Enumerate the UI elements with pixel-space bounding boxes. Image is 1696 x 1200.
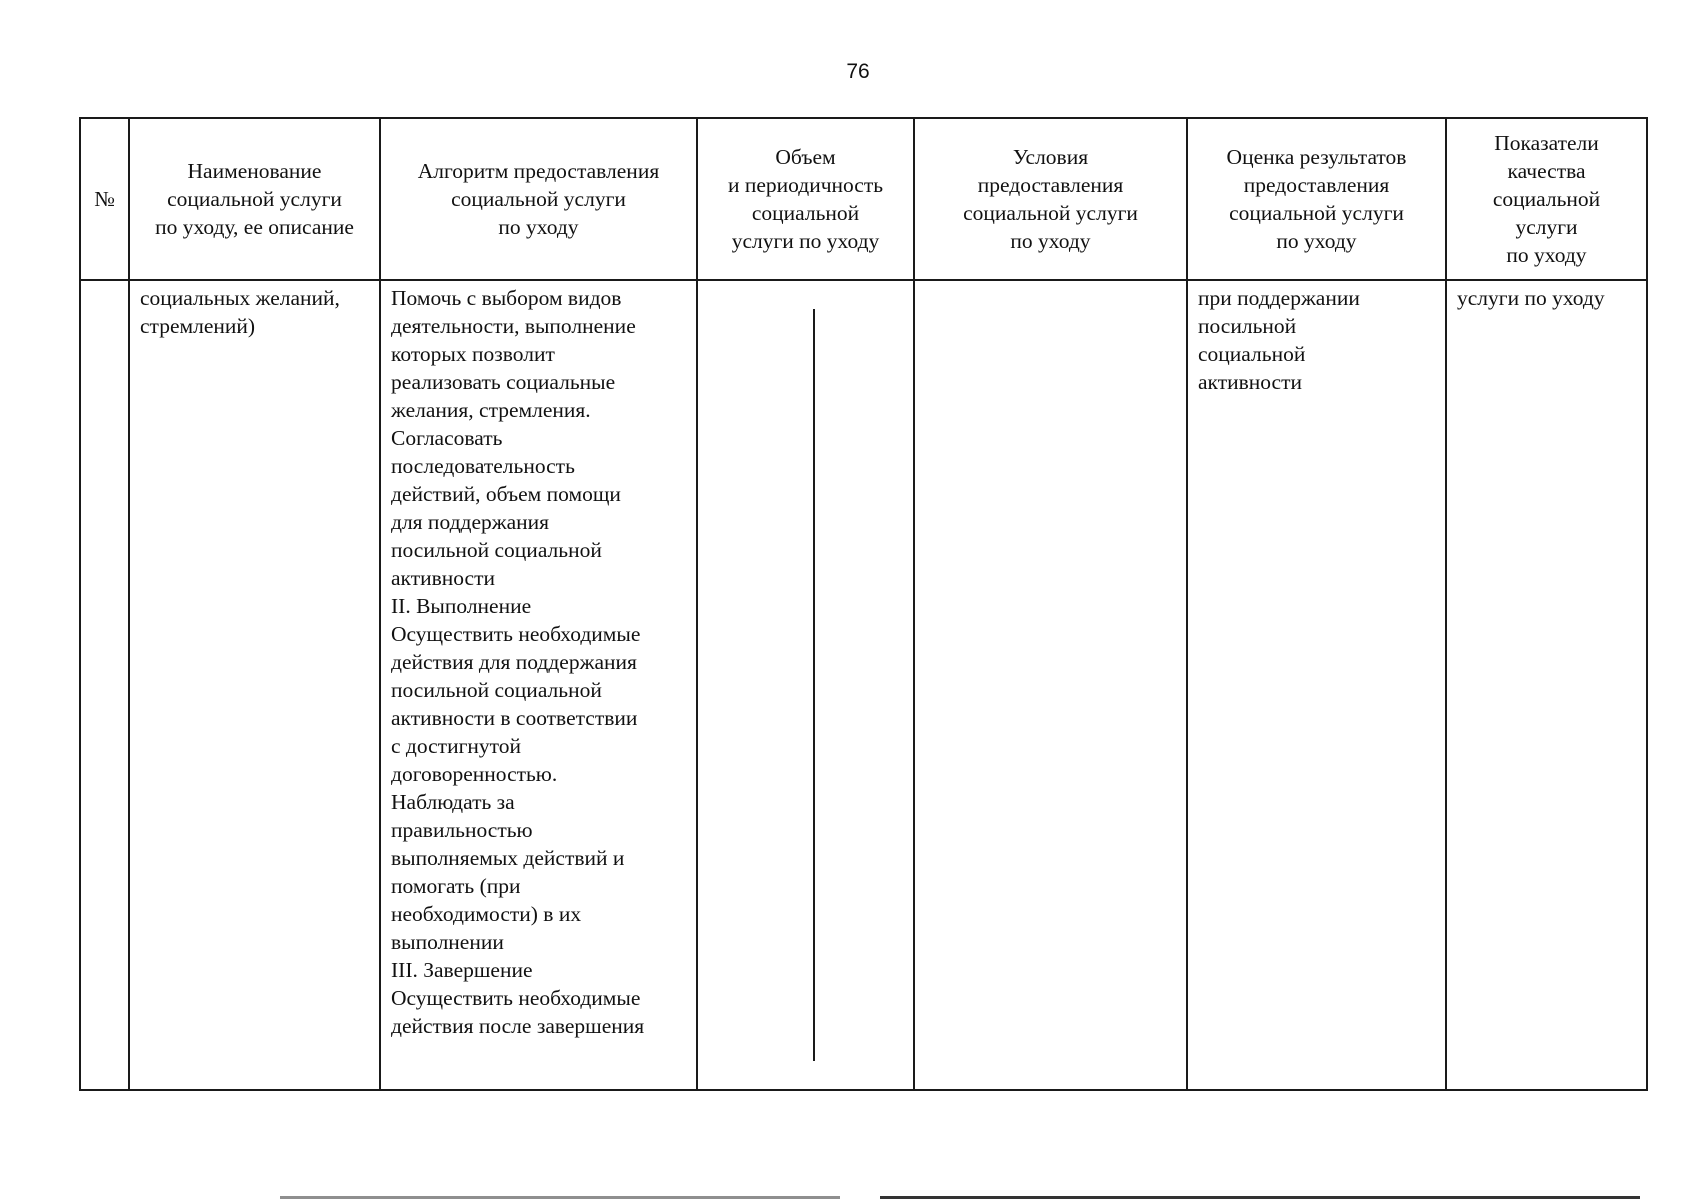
scan-edge-line-right <box>880 1196 1640 1199</box>
header-number: № <box>80 118 129 280</box>
header-algorithm: Алгоритм предоставления социальной услуги по уходу <box>380 118 697 280</box>
header-service-name: Наименование социальной услуги по уходу, ее описание <box>129 118 380 280</box>
cell-evaluation: при поддержании посильной социальной активности <box>1187 280 1446 1090</box>
cell-conditions <box>914 280 1187 1090</box>
table-header-row <box>80 118 1647 280</box>
page-number: 76 <box>846 60 870 83</box>
header-volume: Объем и периодичность социальной услуги по уходу <box>697 118 914 280</box>
scan-edge-line-left <box>280 1196 840 1199</box>
header-evaluation: Оценка результатов предоставления социальной услуги по уходу <box>1187 118 1446 280</box>
header-quality: Показатели качества социальной услуги по уходу <box>1446 118 1647 280</box>
services-table <box>79 117 1648 1091</box>
cell-algorithm: Помочь с выбором видов деятельности, выполнение которых позволит реализовать социальные желания, стремления. Согласовать последовательность действий, объем помощи для поддержания посильной социальной активности II. Выполнение Осуществить необходимые действия для поддержания посильной социальной активности в соответствии с достигнутой договоренностью. Наблюдать за правильностью выполняемых действий и помогать (при необходимости) в их выполнении III. Завершение Осуществить необходимые действия после завершения <box>380 280 697 1090</box>
cell-quality: услуги по уходу <box>1446 280 1647 1090</box>
cell-volume-periodicity <box>815 309 913 1061</box>
header-conditions: Условия предоставления социальной услуги по уходу <box>914 118 1187 280</box>
table-row <box>80 280 1647 1090</box>
cell-service-name: социальных желаний, стремлений) <box>129 280 380 1090</box>
cell-volume <box>697 280 914 1090</box>
cell-volume-amount <box>698 309 815 1061</box>
cell-number <box>80 280 129 1090</box>
